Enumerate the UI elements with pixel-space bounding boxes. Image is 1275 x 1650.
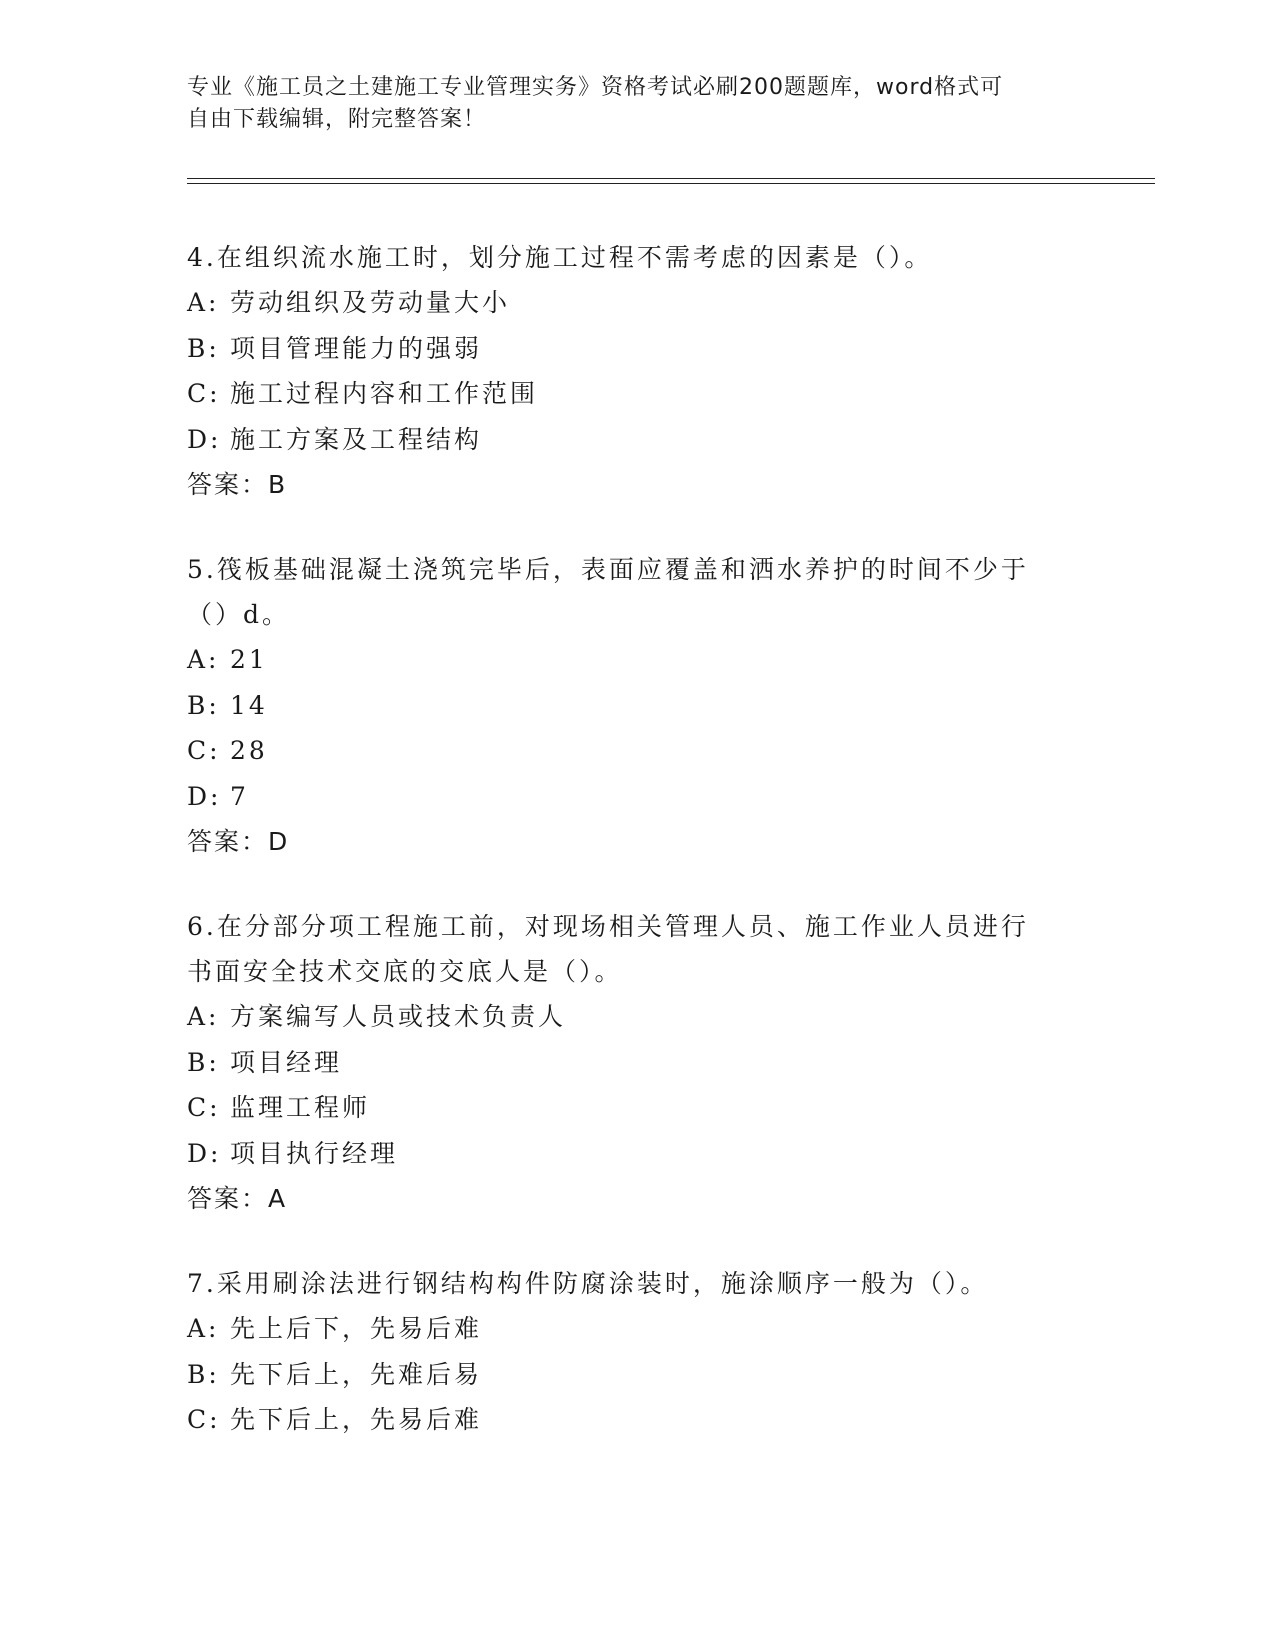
option-text: 监理工程师 <box>230 1093 371 1122</box>
option-key: B: <box>187 1047 220 1077</box>
option-c <box>187 1085 1067 1131</box>
option-key: B: <box>187 690 220 720</box>
question-text-cont: （）d。 <box>187 600 291 629</box>
question-5 <box>187 547 1067 864</box>
option-key: C: <box>187 379 221 408</box>
answer: 答案：D <box>187 827 290 856</box>
document-header <box>187 72 1067 136</box>
header-rule-top <box>187 178 1155 179</box>
answer: 答案：B <box>187 470 288 499</box>
option-d <box>187 1131 1067 1177</box>
header-rule-bottom <box>187 183 1155 184</box>
option-text: 项目经理 <box>230 1047 343 1077</box>
question-text-cont: 书面安全技术交底的交底人是（）。 <box>187 957 623 986</box>
header-line-1: 专业《施工员之土建施工专业管理实务》资格考试必刷200题题库，word格式可 <box>187 75 1004 100</box>
option-key: A: <box>187 1314 220 1343</box>
option-d <box>187 417 1067 463</box>
option-key: C: <box>187 1093 221 1122</box>
option-text: 7 <box>230 781 249 811</box>
option-b <box>187 1352 1067 1398</box>
option-text: 施工过程内容和工作范围 <box>230 379 539 408</box>
option-b <box>187 683 1067 729</box>
option-key: A: <box>187 645 220 674</box>
option-a <box>187 1306 1067 1352</box>
question-7 <box>187 1261 1067 1443</box>
option-text: 14 <box>230 690 268 720</box>
question-6 <box>187 904 1067 1221</box>
question-4 <box>187 235 1067 507</box>
option-text: 劳动组织及劳动量大小 <box>230 288 511 317</box>
option-c <box>187 1397 1067 1443</box>
header-line-2: 自由下载编辑，附完整答案！ <box>187 107 487 132</box>
option-text: 方案编写人员或技术负责人 <box>230 1002 567 1031</box>
option-key: C: <box>187 736 221 765</box>
option-key: B: <box>187 333 220 363</box>
answer: 答案：A <box>187 1184 288 1213</box>
option-c <box>187 728 1067 774</box>
option-text: 项目执行经理 <box>230 1138 399 1168</box>
option-text: 项目管理能力的强弱 <box>230 333 483 363</box>
question-text: 6.在分部分项工程施工前，对现场相关管理人员、施工作业人员进行 <box>187 912 1029 941</box>
option-key: D: <box>187 1138 222 1168</box>
option-a <box>187 637 1067 683</box>
option-key: D: <box>187 781 222 811</box>
question-text: 4.在组织流水施工时，划分施工过程不需考虑的因素是（）。 <box>187 243 933 272</box>
option-key: A: <box>187 288 220 317</box>
option-key: A: <box>187 1002 220 1031</box>
option-d <box>187 774 1067 820</box>
option-text: 先上后下，先易后难 <box>230 1314 483 1343</box>
option-text: 28 <box>230 736 268 765</box>
option-key: B: <box>187 1359 220 1389</box>
option-c <box>187 371 1067 417</box>
option-key: C: <box>187 1405 221 1434</box>
option-b <box>187 1040 1067 1086</box>
option-text: 施工方案及工程结构 <box>230 424 483 454</box>
question-list <box>187 235 1067 1483</box>
option-a <box>187 280 1067 326</box>
option-text: 21 <box>230 645 268 674</box>
question-text: 5.筏板基础混凝土浇筑完毕后，表面应覆盖和洒水养护的时间不少于 <box>187 555 1029 584</box>
option-text: 先下后上，先难后易 <box>230 1359 483 1389</box>
option-key: D: <box>187 424 222 454</box>
option-a <box>187 994 1067 1040</box>
question-text: 7.采用刷涂法进行钢结构构件防腐涂装时，施涂顺序一般为（）。 <box>187 1269 989 1298</box>
option-b <box>187 326 1067 372</box>
option-text: 先下后上，先易后难 <box>230 1405 483 1434</box>
